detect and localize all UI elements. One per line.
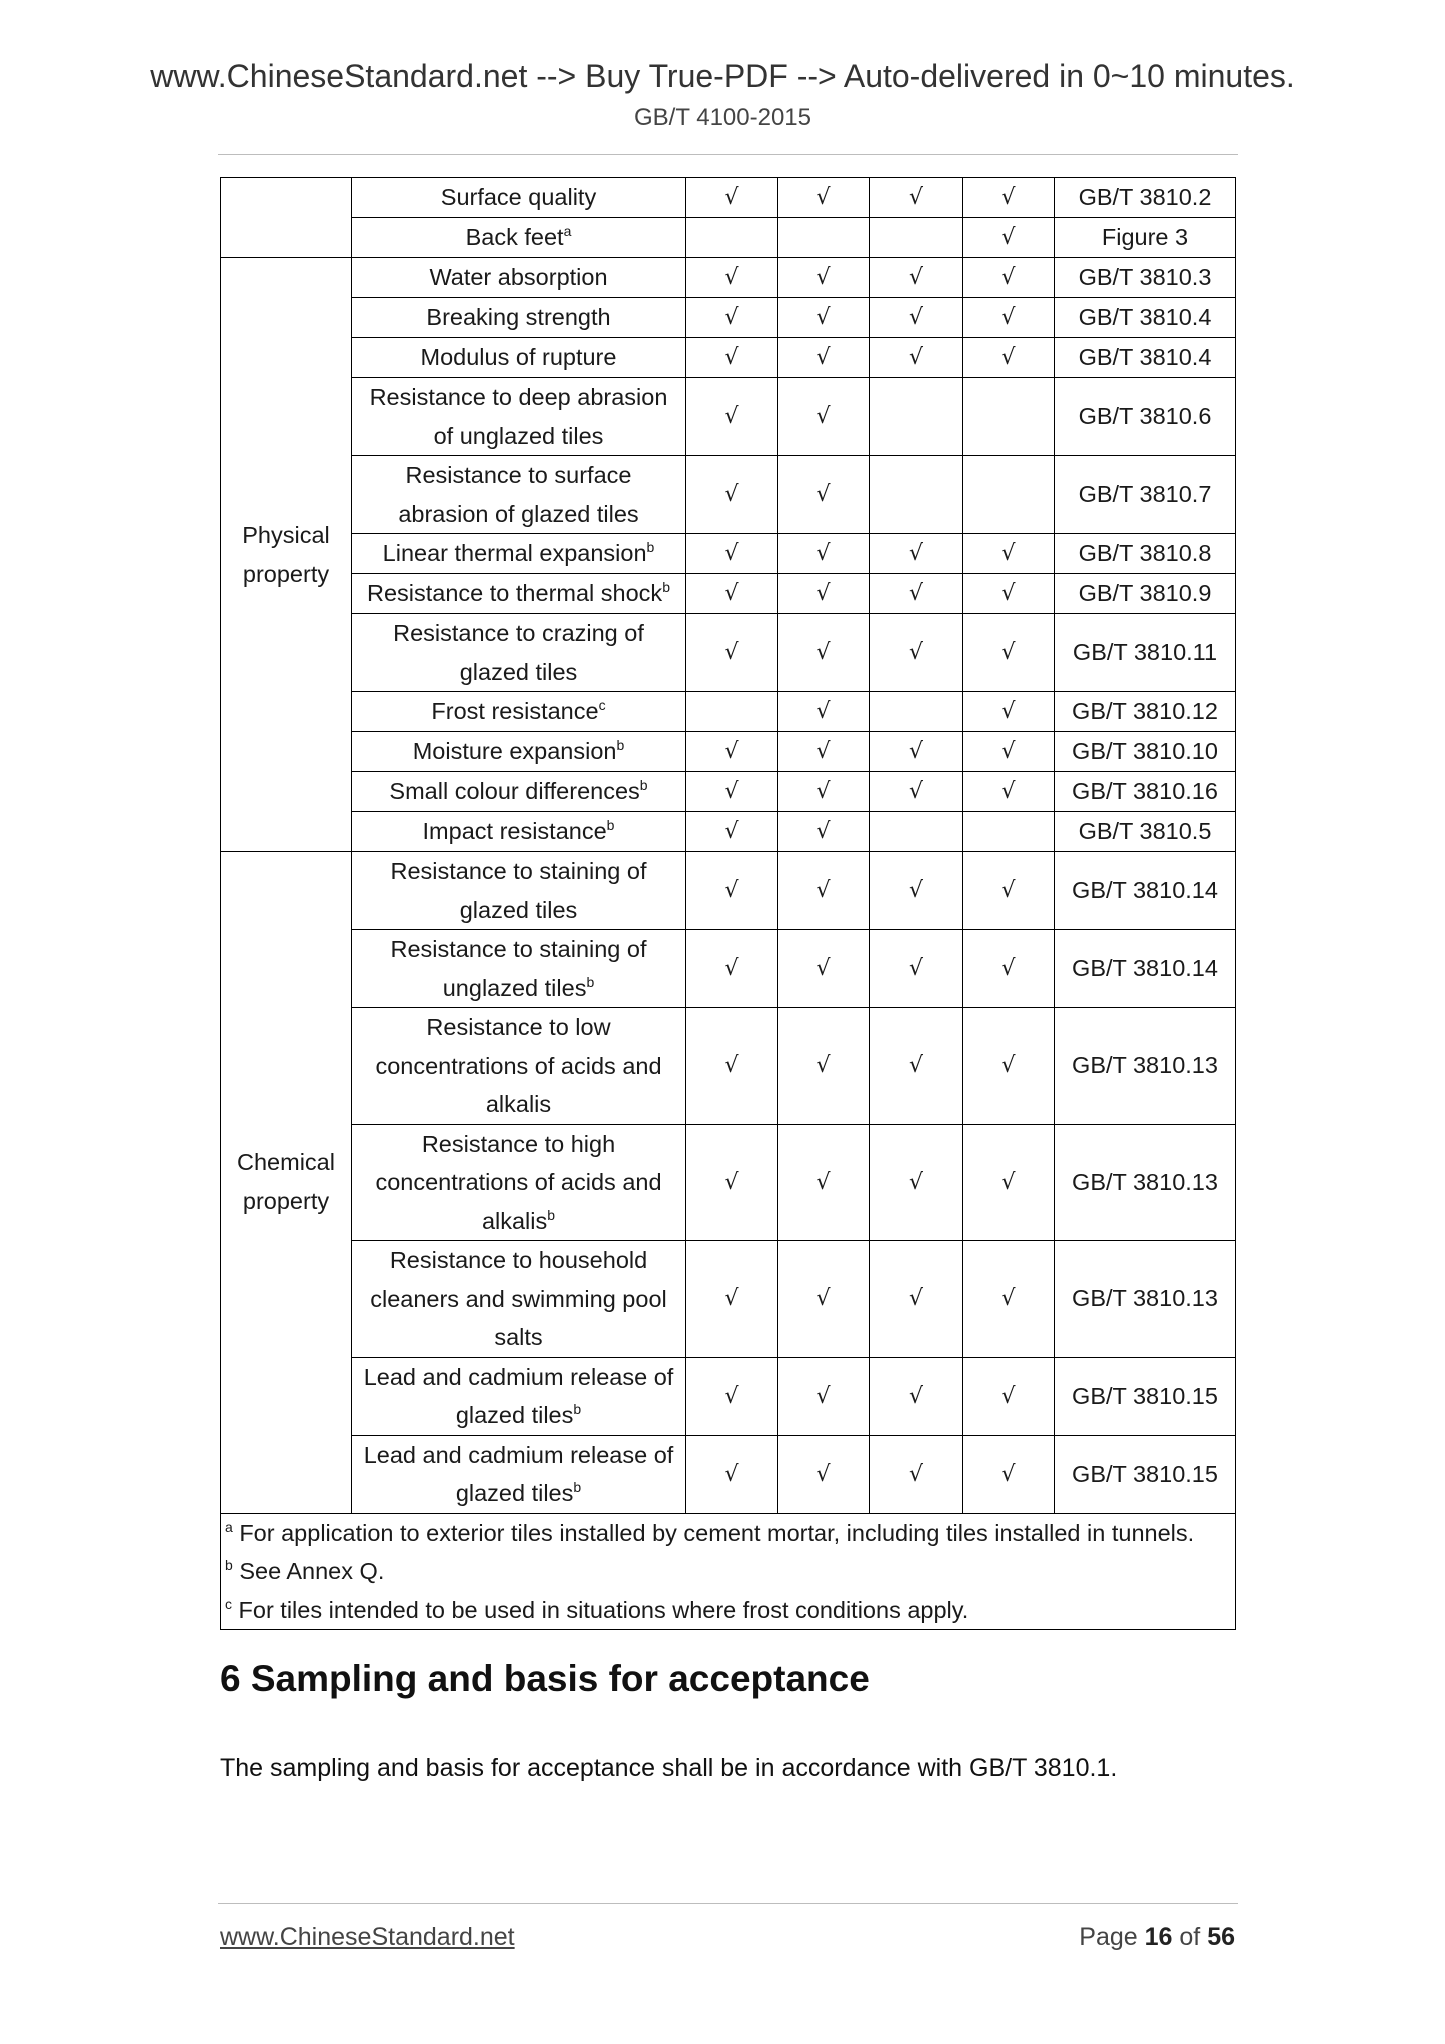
check-mark: √ bbox=[816, 739, 831, 764]
item-name-line: Water absorption bbox=[429, 264, 608, 291]
check-cell bbox=[778, 614, 870, 692]
note-text: See Annex Q. bbox=[232, 1558, 385, 1584]
check-mark: √ bbox=[1001, 1053, 1016, 1079]
check-cell bbox=[870, 732, 963, 772]
check-cell bbox=[778, 378, 870, 456]
check-mark: √ bbox=[724, 541, 739, 566]
item-name bbox=[352, 1124, 686, 1241]
group-physical bbox=[221, 258, 352, 852]
check-mark: √ bbox=[908, 1461, 924, 1487]
footer-website-link[interactable]: www.ChineseStandard.net bbox=[220, 1923, 515, 1951]
item-name-line: Back feet bbox=[465, 224, 564, 251]
check-mark: √ bbox=[1001, 878, 1016, 903]
group-label-line: property bbox=[242, 560, 330, 587]
item-name bbox=[352, 378, 686, 456]
test-requirements-table bbox=[220, 177, 1236, 1630]
item-name bbox=[352, 456, 686, 534]
table-row bbox=[221, 692, 1236, 732]
item-name-line: Small colour differences bbox=[389, 778, 640, 805]
check-cell bbox=[870, 812, 963, 852]
item-name bbox=[352, 732, 686, 772]
check-cell bbox=[778, 258, 870, 298]
item-name-line: Resistance to crazing of bbox=[393, 620, 644, 646]
check-cell bbox=[963, 1435, 1055, 1513]
check-mark: √ bbox=[724, 581, 739, 606]
table-row bbox=[221, 1008, 1236, 1125]
check-mark: √ bbox=[816, 345, 831, 370]
item-name-line: glazed tiles bbox=[459, 896, 578, 923]
check-mark: √ bbox=[1001, 541, 1016, 566]
footnote-mark: b bbox=[547, 1206, 556, 1223]
check-mark: √ bbox=[1001, 185, 1016, 210]
check-mark: √ bbox=[816, 1461, 831, 1487]
note-text: For application to exterior tiles installed by cement mortar, including tiles installed in tunnels. bbox=[232, 1519, 1195, 1546]
check-cell bbox=[778, 298, 870, 338]
check-cell bbox=[870, 614, 963, 692]
item-name-line: salts bbox=[494, 1324, 543, 1350]
check-cell bbox=[686, 852, 778, 930]
check-mark: √ bbox=[908, 185, 924, 210]
check-mark: √ bbox=[724, 779, 739, 804]
test-method-ref: GB/T 3810.9 bbox=[1055, 574, 1236, 614]
check-cell bbox=[963, 258, 1055, 298]
item-name-line: Lead and cadmium release of bbox=[363, 1441, 674, 1468]
check-mark: √ bbox=[724, 404, 739, 429]
check-cell bbox=[963, 614, 1055, 692]
item-name bbox=[352, 534, 686, 574]
item-name-line: Frost resistance bbox=[431, 698, 599, 725]
footnote-mark: a bbox=[563, 223, 572, 240]
check-mark: √ bbox=[1001, 1461, 1016, 1487]
check-cell bbox=[778, 692, 870, 732]
check-cell bbox=[686, 378, 778, 456]
check-cell bbox=[870, 338, 963, 378]
check-cell bbox=[686, 732, 778, 772]
check-mark: √ bbox=[1001, 739, 1016, 764]
check-mark: √ bbox=[1001, 699, 1016, 724]
item-name bbox=[352, 852, 686, 930]
check-cell bbox=[870, 1008, 963, 1125]
footnote-mark: b bbox=[573, 1479, 582, 1496]
check-mark: √ bbox=[816, 1286, 831, 1312]
item-name bbox=[352, 930, 686, 1008]
item-name-line: Linear thermal expansion bbox=[382, 540, 647, 567]
test-method-ref: GB/T 3810.11 bbox=[1055, 614, 1236, 692]
check-cell bbox=[963, 1357, 1055, 1435]
item-name bbox=[352, 692, 686, 732]
check-mark: √ bbox=[816, 541, 831, 566]
item-name-line: glazed tiles bbox=[459, 658, 578, 685]
check-cell bbox=[963, 852, 1055, 930]
test-method-ref: GB/T 3810.3 bbox=[1055, 258, 1236, 298]
group-blank bbox=[221, 178, 352, 258]
check-mark: √ bbox=[816, 819, 831, 844]
check-cell bbox=[870, 692, 963, 732]
check-mark: √ bbox=[724, 345, 739, 370]
check-cell bbox=[778, 1124, 870, 1241]
test-method-ref: GB/T 3810.13 bbox=[1055, 1124, 1236, 1241]
check-cell bbox=[963, 178, 1055, 218]
group-label-line: property bbox=[242, 1188, 330, 1215]
check-cell bbox=[870, 1435, 963, 1513]
page-current: 16 bbox=[1144, 1923, 1173, 1951]
check-cell bbox=[686, 1241, 778, 1358]
table-row bbox=[221, 732, 1236, 772]
standard-number: GB/T 4100-2015 bbox=[633, 104, 811, 131]
item-name-line: glazed tiles bbox=[455, 1480, 574, 1506]
check-cell bbox=[870, 574, 963, 614]
item-name bbox=[352, 812, 686, 852]
item-name-line: Surface quality bbox=[440, 184, 597, 211]
check-cell bbox=[778, 1008, 870, 1125]
footnote-mark: b bbox=[606, 817, 615, 834]
check-cell bbox=[963, 732, 1055, 772]
note-mark: c bbox=[225, 1595, 232, 1612]
item-name-line: cleaners and swimming pool bbox=[370, 1285, 667, 1312]
item-name-line: concentrations of acids and bbox=[375, 1052, 662, 1079]
check-cell bbox=[963, 534, 1055, 574]
group-chemical bbox=[221, 852, 352, 1514]
table-row bbox=[221, 1357, 1236, 1435]
table-row bbox=[221, 812, 1236, 852]
note-mark: a bbox=[225, 1518, 233, 1535]
item-name-line: alkalis bbox=[481, 1207, 548, 1234]
check-cell bbox=[686, 218, 778, 258]
table-row bbox=[221, 378, 1236, 456]
item-name bbox=[352, 1435, 686, 1513]
check-cell bbox=[963, 692, 1055, 732]
item-name-line: glazed tiles bbox=[455, 1402, 574, 1428]
test-method-ref: GB/T 3810.12 bbox=[1055, 692, 1236, 732]
check-cell bbox=[778, 852, 870, 930]
item-name-line: Resistance to surface bbox=[405, 462, 632, 488]
check-cell bbox=[778, 338, 870, 378]
note-line bbox=[225, 1514, 1235, 1553]
item-name bbox=[352, 614, 686, 692]
check-mark: √ bbox=[724, 878, 739, 903]
item-name-line: abrasion of glazed tiles bbox=[398, 500, 639, 527]
item-name-line: Impact resistance bbox=[422, 818, 607, 845]
check-mark: √ bbox=[908, 265, 924, 290]
check-cell bbox=[870, 298, 963, 338]
check-mark: √ bbox=[816, 956, 831, 981]
check-cell bbox=[686, 574, 778, 614]
check-cell bbox=[963, 1241, 1055, 1358]
check-cell bbox=[963, 378, 1055, 456]
item-name bbox=[352, 218, 686, 258]
check-mark: √ bbox=[816, 265, 831, 290]
check-mark: √ bbox=[908, 1053, 924, 1079]
check-cell bbox=[686, 456, 778, 534]
check-mark: √ bbox=[816, 1053, 831, 1079]
test-method-ref: GB/T 3810.2 bbox=[1055, 178, 1236, 218]
check-mark: √ bbox=[816, 185, 831, 210]
test-method-ref: GB/T 3810.14 bbox=[1055, 930, 1236, 1008]
check-mark: √ bbox=[816, 1383, 831, 1409]
notes-row bbox=[221, 1513, 1236, 1630]
check-mark: √ bbox=[724, 1169, 739, 1195]
check-mark: √ bbox=[908, 779, 924, 804]
check-cell bbox=[870, 258, 963, 298]
check-cell bbox=[686, 258, 778, 298]
check-cell bbox=[686, 812, 778, 852]
item-name bbox=[352, 1241, 686, 1358]
footer-rule bbox=[218, 1903, 1238, 1904]
item-name bbox=[352, 178, 686, 218]
check-cell bbox=[963, 338, 1055, 378]
item-name bbox=[352, 1008, 686, 1125]
check-cell bbox=[870, 378, 963, 456]
table-row bbox=[221, 298, 1236, 338]
check-mark: √ bbox=[1001, 640, 1016, 665]
check-mark: √ bbox=[816, 404, 831, 429]
check-cell bbox=[870, 852, 963, 930]
check-mark: √ bbox=[724, 1053, 739, 1079]
table-row bbox=[221, 614, 1236, 692]
check-cell bbox=[778, 812, 870, 852]
item-name-line: Resistance to staining of bbox=[390, 858, 647, 884]
item-name-line: Moisture expansion bbox=[412, 738, 617, 765]
check-cell bbox=[778, 178, 870, 218]
table-row bbox=[221, 772, 1236, 812]
table-row bbox=[221, 218, 1236, 258]
check-mark: √ bbox=[816, 699, 831, 724]
check-cell bbox=[778, 534, 870, 574]
item-name-line: Resistance to low bbox=[426, 1014, 611, 1040]
check-mark: √ bbox=[1001, 1286, 1016, 1312]
item-name bbox=[352, 574, 686, 614]
item-name-line: alkalis bbox=[485, 1091, 552, 1117]
check-cell bbox=[686, 930, 778, 1008]
item-name-line: Resistance to high bbox=[421, 1130, 616, 1157]
check-cell bbox=[686, 692, 778, 732]
item-name-line: Breaking strength bbox=[426, 304, 611, 331]
item-name-line: unglazed tiles bbox=[442, 974, 587, 1001]
test-method-ref: GB/T 3810.13 bbox=[1055, 1241, 1236, 1358]
check-mark: √ bbox=[816, 1169, 831, 1195]
test-method-ref: GB/T 3810.7 bbox=[1055, 456, 1236, 534]
test-method-ref: GB/T 3810.15 bbox=[1055, 1357, 1236, 1435]
check-cell bbox=[778, 218, 870, 258]
footnote-mark: b bbox=[586, 973, 595, 990]
table-row bbox=[221, 1241, 1236, 1358]
item-name-line: Lead and cadmium release of bbox=[363, 1363, 674, 1390]
item-name bbox=[352, 1357, 686, 1435]
item-name-line: Resistance to household bbox=[389, 1247, 648, 1273]
table-body bbox=[221, 178, 1236, 1630]
check-mark: √ bbox=[816, 482, 831, 507]
table-row bbox=[221, 1124, 1236, 1241]
test-method-ref: GB/T 3810.4 bbox=[1055, 298, 1236, 338]
check-cell bbox=[870, 534, 963, 574]
check-mark: √ bbox=[908, 345, 924, 370]
check-cell bbox=[778, 1241, 870, 1358]
section-heading: 6 Sampling and basis for acceptance bbox=[220, 1658, 870, 1699]
table-row bbox=[221, 456, 1236, 534]
item-name bbox=[352, 772, 686, 812]
check-mark: √ bbox=[724, 482, 739, 507]
test-method-ref: Figure 3 bbox=[1055, 218, 1236, 258]
item-name-line: Resistance to staining of bbox=[390, 936, 647, 962]
check-mark: √ bbox=[908, 739, 924, 764]
check-mark: √ bbox=[724, 819, 739, 844]
table-row bbox=[221, 178, 1236, 218]
test-method-ref: GB/T 3810.10 bbox=[1055, 732, 1236, 772]
test-method-ref: GB/T 3810.13 bbox=[1055, 1008, 1236, 1125]
check-mark: √ bbox=[908, 878, 924, 903]
check-cell bbox=[963, 574, 1055, 614]
check-cell bbox=[870, 456, 963, 534]
check-cell bbox=[686, 614, 778, 692]
check-cell bbox=[778, 930, 870, 1008]
item-name-line: Resistance to deep abrasion bbox=[369, 384, 668, 410]
footnote-mark: c bbox=[598, 697, 606, 714]
check-cell bbox=[870, 930, 963, 1008]
check-cell bbox=[963, 1124, 1055, 1241]
check-mark: √ bbox=[816, 779, 831, 804]
check-mark: √ bbox=[724, 1286, 739, 1312]
item-name bbox=[352, 338, 686, 378]
check-cell bbox=[778, 456, 870, 534]
check-cell bbox=[686, 338, 778, 378]
check-mark: √ bbox=[724, 640, 739, 665]
check-mark: √ bbox=[816, 581, 831, 606]
check-cell bbox=[778, 1435, 870, 1513]
check-mark: √ bbox=[724, 305, 739, 330]
check-mark: √ bbox=[908, 1286, 924, 1312]
table-row bbox=[221, 258, 1236, 298]
check-cell bbox=[963, 930, 1055, 1008]
check-cell bbox=[963, 772, 1055, 812]
check-mark: √ bbox=[816, 305, 831, 330]
footnote-mark: b bbox=[646, 539, 655, 556]
check-mark: √ bbox=[1001, 265, 1016, 290]
check-cell bbox=[686, 772, 778, 812]
check-cell bbox=[870, 772, 963, 812]
check-mark: √ bbox=[1001, 225, 1016, 250]
check-cell bbox=[963, 1008, 1055, 1125]
check-cell bbox=[686, 1357, 778, 1435]
check-cell bbox=[870, 1124, 963, 1241]
check-mark: √ bbox=[724, 739, 739, 764]
page-of: of bbox=[1172, 1923, 1208, 1951]
section-body: The sampling and basis for acceptance shall be in accordance with GB/T 3810.1. bbox=[220, 1754, 1118, 1782]
item-name bbox=[352, 258, 686, 298]
check-mark: √ bbox=[908, 541, 924, 566]
check-mark: √ bbox=[1001, 581, 1016, 606]
page-total: 56 bbox=[1207, 1923, 1235, 1951]
check-cell bbox=[686, 534, 778, 574]
footnote-mark: b bbox=[573, 1401, 582, 1418]
check-cell bbox=[686, 178, 778, 218]
check-mark: √ bbox=[908, 581, 924, 606]
check-cell bbox=[963, 812, 1055, 852]
check-mark: √ bbox=[1001, 779, 1016, 804]
table-notes bbox=[221, 1513, 1236, 1630]
item-name bbox=[352, 298, 686, 338]
check-mark: √ bbox=[908, 305, 924, 330]
check-cell bbox=[870, 1357, 963, 1435]
note-mark: b bbox=[225, 1557, 233, 1574]
check-mark: √ bbox=[724, 265, 739, 290]
header-banner: www.ChineseStandard.net --> Buy True-PDF --> Auto-delivered in 0~10 minutes. bbox=[150, 58, 1295, 94]
check-mark: √ bbox=[724, 1383, 739, 1409]
header-rule bbox=[218, 154, 1238, 155]
test-method-ref: GB/T 3810.6 bbox=[1055, 378, 1236, 456]
check-cell bbox=[963, 298, 1055, 338]
check-cell bbox=[870, 1241, 963, 1358]
check-cell bbox=[686, 298, 778, 338]
check-mark: √ bbox=[1001, 345, 1016, 370]
check-mark: √ bbox=[908, 956, 924, 981]
group-label-line: Chemical bbox=[237, 1149, 335, 1176]
item-name-line: of unglazed tiles bbox=[433, 422, 604, 449]
table-row bbox=[221, 338, 1236, 378]
test-method-ref: GB/T 3810.4 bbox=[1055, 338, 1236, 378]
group-label-line: Physical bbox=[242, 521, 330, 548]
check-cell bbox=[870, 178, 963, 218]
check-mark: √ bbox=[1001, 1383, 1016, 1409]
check-mark: √ bbox=[724, 185, 739, 210]
item-name-line: concentrations of acids and bbox=[375, 1169, 662, 1195]
check-cell bbox=[686, 1124, 778, 1241]
table-row bbox=[221, 574, 1236, 614]
footnote-mark: b bbox=[639, 777, 648, 794]
note-line bbox=[225, 1591, 1235, 1630]
note-line bbox=[225, 1552, 1235, 1591]
table-row bbox=[221, 930, 1236, 1008]
check-cell bbox=[778, 732, 870, 772]
check-cell bbox=[778, 1357, 870, 1435]
check-mark: √ bbox=[908, 1169, 924, 1195]
test-method-ref: GB/T 3810.8 bbox=[1055, 534, 1236, 574]
check-mark: √ bbox=[724, 956, 739, 981]
table-row bbox=[221, 1435, 1236, 1513]
table-row bbox=[221, 534, 1236, 574]
check-cell bbox=[963, 456, 1055, 534]
check-cell bbox=[778, 574, 870, 614]
test-method-ref: GB/T 3810.14 bbox=[1055, 852, 1236, 930]
table-row bbox=[221, 852, 1236, 930]
test-method-ref: GB/T 3810.15 bbox=[1055, 1435, 1236, 1513]
check-mark: √ bbox=[1001, 305, 1016, 330]
check-mark: √ bbox=[724, 1461, 739, 1487]
check-cell bbox=[778, 772, 870, 812]
footnote-mark: b bbox=[616, 737, 625, 754]
page-number bbox=[1079, 1923, 1235, 1952]
page-prefix: Page bbox=[1079, 1923, 1145, 1951]
check-cell bbox=[686, 1435, 778, 1513]
check-cell bbox=[870, 218, 963, 258]
check-mark: √ bbox=[908, 640, 924, 665]
footnote-mark: b bbox=[662, 579, 670, 596]
check-mark: √ bbox=[1001, 956, 1016, 981]
item-name-line: Modulus of rupture bbox=[420, 344, 617, 371]
check-mark: √ bbox=[816, 640, 831, 665]
note-text: For tiles intended to be used in situations where frost conditions apply. bbox=[232, 1596, 969, 1623]
check-cell bbox=[686, 1008, 778, 1125]
test-method-ref: GB/T 3810.5 bbox=[1055, 812, 1236, 852]
item-name-line: Resistance to thermal shock bbox=[367, 580, 663, 607]
check-cell bbox=[963, 218, 1055, 258]
test-method-ref: GB/T 3810.16 bbox=[1055, 772, 1236, 812]
check-mark: √ bbox=[908, 1383, 924, 1409]
check-mark: √ bbox=[816, 878, 831, 903]
check-mark: √ bbox=[1001, 1169, 1016, 1195]
